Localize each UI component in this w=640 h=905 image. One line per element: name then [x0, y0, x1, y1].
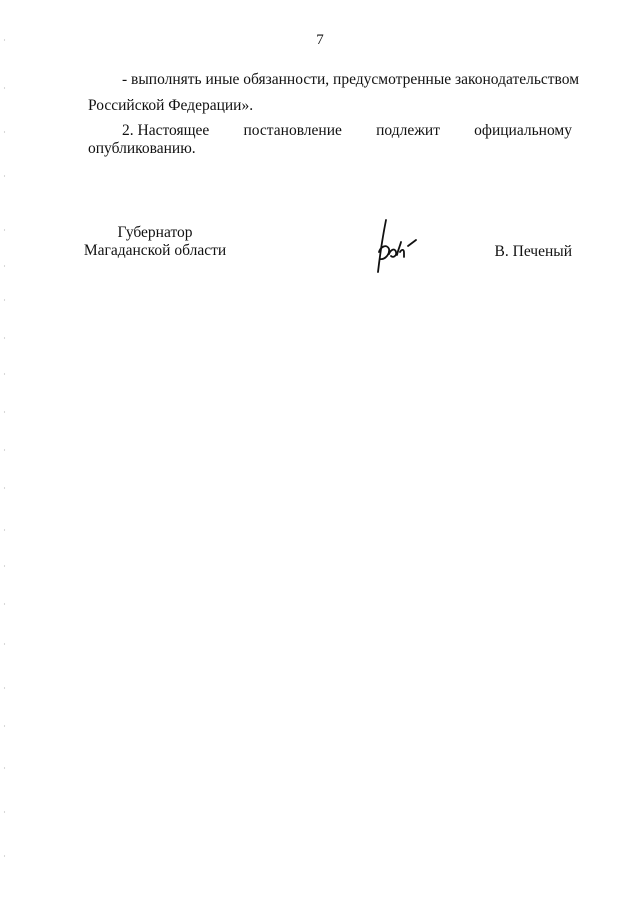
paragraph-word: постановление	[243, 122, 342, 139]
paragraph-word: официальному	[474, 122, 572, 139]
signer-title-line: Губернатор	[117, 224, 193, 241]
signer-title-line: Магаданской области	[83, 242, 227, 259]
paragraph-line: опубликованию.	[88, 140, 196, 157]
signer-title	[80, 224, 230, 260]
paragraph-line	[122, 122, 572, 140]
paragraph-publication	[88, 122, 572, 158]
paragraph-line: Российской Федерации».	[88, 97, 254, 114]
scan-edge-artifacts	[3, 0, 7, 905]
signature-block	[0, 224, 640, 284]
paragraph-word: подлежит	[376, 122, 440, 139]
paragraph-line: - выполнять иные обязанности, предусмотренные законодательством	[122, 71, 580, 88]
signer-name: В. Печеный	[494, 243, 572, 260]
page-number: 7	[316, 32, 324, 48]
paragraph-word: 2. Настоящее	[122, 122, 210, 139]
paragraph-duties	[88, 71, 580, 115]
handwritten-signature	[372, 216, 420, 276]
